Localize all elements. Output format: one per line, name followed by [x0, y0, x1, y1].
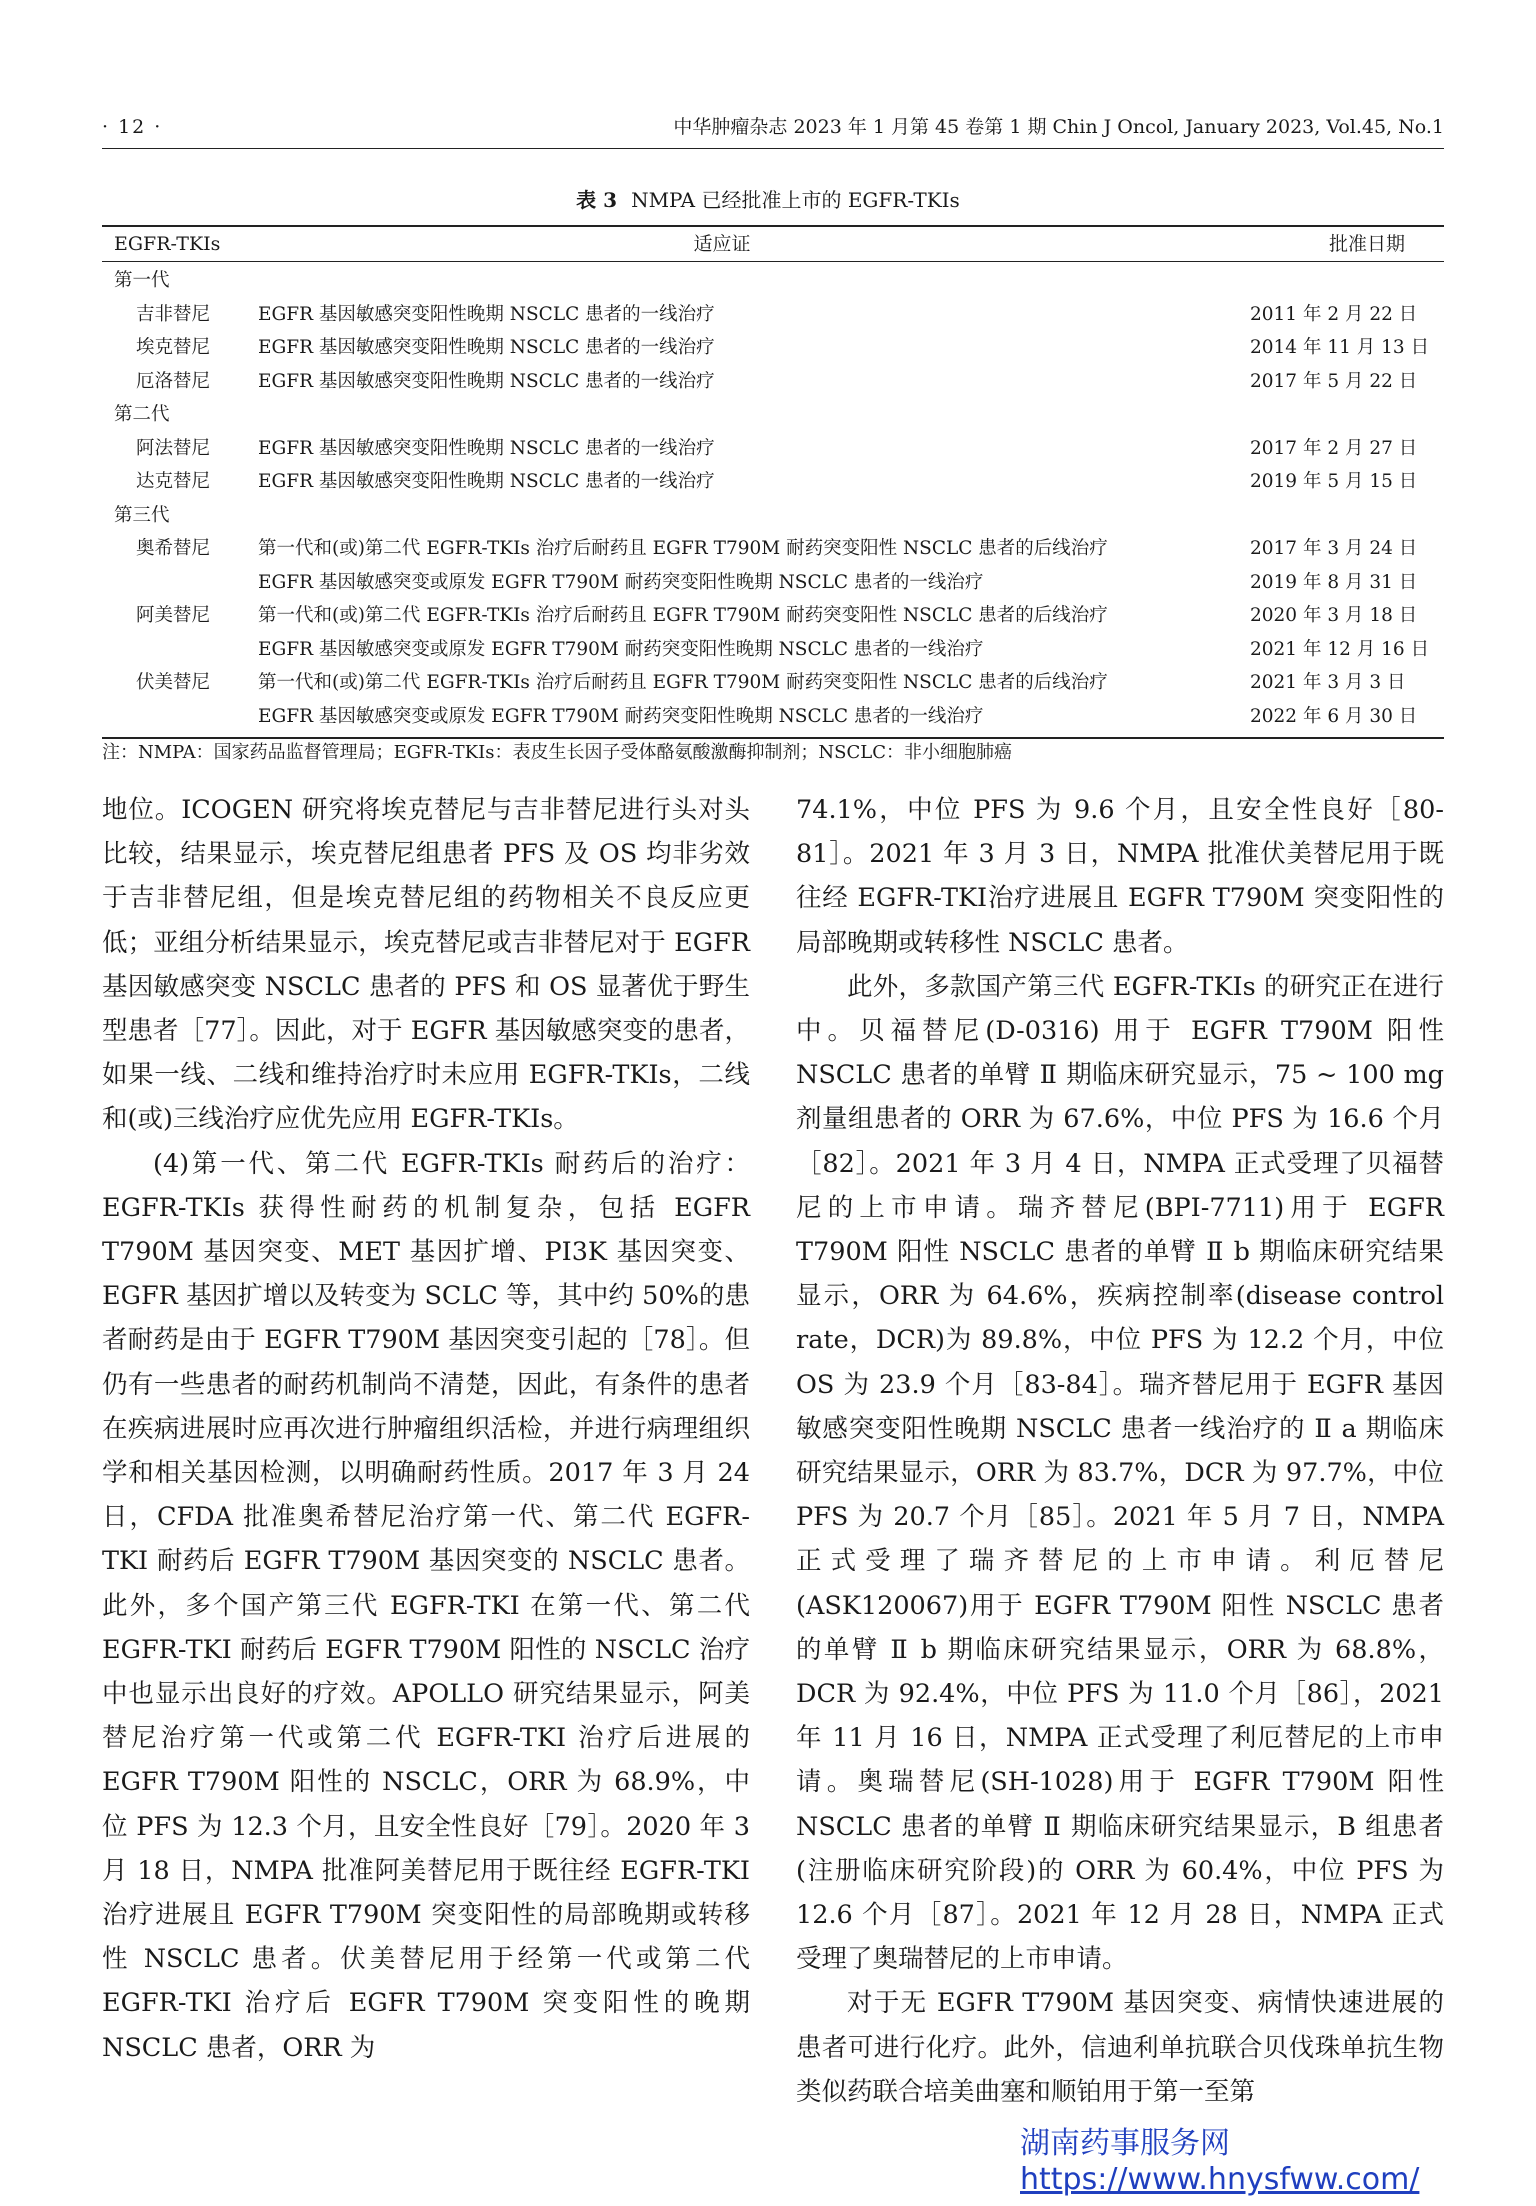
watermark-url[interactable]: https://www.hnysfww.com/: [1020, 2162, 1420, 2197]
table-label: 表 3: [576, 188, 618, 212]
approval-date: 2022 年 6 月 30 日: [1250, 705, 1418, 727]
table-header-row: [102, 227, 1444, 261]
table-group-row: [102, 264, 1444, 298]
indication-text: 第一代和(或)第二代 EGFR-TKIs 治疗后耐药且 EGFR T790M 耐药突变阳性 NSCLC 患者的后线治疗: [258, 672, 1108, 693]
table-group-row: [102, 398, 1444, 432]
indication-text: 第一代和(或)第二代 EGFR-TKIs 治疗后耐药且 EGFR T790M 耐药突变阳性 NSCLC 患者的后线治疗: [258, 538, 1108, 559]
indication-text: EGFR 基因敏感突变阳性晚期 NSCLC 患者的一线治疗: [258, 303, 715, 325]
table-row: [102, 700, 1444, 734]
column-header-drug: EGFR-TKIs: [114, 233, 221, 255]
body-column-right: [796, 788, 1444, 2114]
table-body: [102, 262, 1444, 737]
indication-text: EGFR 基因敏感突变或原发 EGFR T790M 耐药突变阳性晚期 NSCLC 患者的一线治疗: [258, 638, 984, 660]
column-header-indication: 适应证: [693, 233, 751, 255]
generation-label: 第三代: [114, 504, 170, 526]
drug-name: 伏美替尼: [136, 672, 211, 693]
approval-date: 2017 年 2 月 27 日: [1250, 437, 1418, 459]
body-column-left: [102, 788, 750, 2070]
drug-name: 厄洛替尼: [136, 370, 211, 392]
table-group-row: [102, 499, 1444, 533]
approval-date: 2014 年 11 月 13 日: [1250, 337, 1430, 358]
table-row: [102, 666, 1444, 700]
approval-date: 2019 年 5 月 15 日: [1250, 471, 1418, 492]
table-row: [102, 599, 1444, 633]
column-header-date: 批准日期: [1328, 233, 1405, 255]
drug-name: 阿法替尼: [136, 437, 211, 459]
table-title: NMPA 已经批准上市的 EGFR-TKIs: [631, 188, 960, 212]
drug-name: 奥希替尼: [136, 538, 211, 559]
watermark-name: 湖南药事服务网: [1020, 2126, 1230, 2161]
approval-date: 2011 年 2 月 22 日: [1250, 303, 1418, 325]
drug-name: 吉非替尼: [136, 303, 211, 325]
page-number: · 12 ·: [102, 116, 163, 138]
indication-text: EGFR 基因敏感突变阳性晚期 NSCLC 患者的一线治疗: [258, 337, 715, 358]
indication-text: 第一代和(或)第二代 EGFR-TKIs 治疗后耐药且 EGFR T790M 耐药突变阳性 NSCLC 患者的后线治疗: [258, 605, 1108, 626]
approval-date: 2017 年 5 月 22 日: [1250, 370, 1418, 392]
table-caption: [0, 185, 1536, 215]
table-row: [102, 566, 1444, 600]
table-row: [102, 298, 1444, 332]
body-paragraph: (4)第一代、第二代 EGFR-TKIs 耐药后的治疗：EGFR-TKIs 获得性耐药的机制复杂，包括 EGFR T790M 基因突变、MET 基因扩增、PI3K 基因突变、EGFR 基因扩增以及转变为 SCLC 等，其中约 50%的患者耐药是由于 EGFR T790M 基因突变引起的［78］。但仍有一些患者的耐药机制尚不清楚，因此，有条件的患者在疾病进展时应再次进行肿瘤组织活检，并进行病理组织学和相关基因检测，以明确耐药性质。2017 年 3 月 24 日，CFDA 批准奥希替尼治疗第一代、第二代 EGFR-TKI 耐药后 EGFR T790M 基因突变的 NSCLC 患者。此外，多个国产第三代 EGFR-TKI 在第一代、第二代 EGFR-TKI 耐药后 EGFR T790M 阳性的 NSCLC 治疗中也显示出良好的疗效。APOLLO 研究结果显示，阿美替尼治疗第一代或第二代 EGFR-TKI 治疗后进展的 EGFR T790M 阳性的 NSCLC，ORR 为 68.9%，中位 PFS 为 12.3 个月，且安全性良好［79］。2020 年 3 月 18 日，NMPA 批准阿美替尼用于既往经 EGFR-TKI 治疗进展且 EGFR T790M 突变阳性的局部晚期或转移性 NSCLC 患者。伏美替尼用于经第一代或第二代 EGFR-TKI 治疗后 EGFR T790M 突变阳性的晚期 NSCLC 患者，ORR 为: [102, 1148, 750, 2063]
drug-name: 阿美替尼: [136, 605, 211, 626]
approval-date: 2021 年 12 月 16 日: [1250, 638, 1430, 660]
body-paragraph: 74.1%，中位 PFS 为 9.6 个月，且安全性良好［80-81］。2021 年 3 月 3 日，NMPA 批准伏美替尼用于既往经 EGFR-TKI治疗进展且 EGFR T790M 突变阳性的局部晚期或转移性 NSCLC 患者。: [796, 795, 1444, 958]
approval-table: [102, 225, 1444, 739]
journal-citation: 中华肿瘤杂志 2023 年 1 月第 45 卷第 1 期 Chin J Oncol, January 2023, Vol.45, No.1: [673, 116, 1444, 138]
table-row: [102, 432, 1444, 466]
approval-date: 2019 年 8 月 31 日: [1250, 571, 1418, 593]
body-paragraph: 对于无 EGFR T790M 基因突变、病情快速进展的患者可进行化疗。此外，信迪利单抗联合贝伐珠单抗生物类似药联合培美曲塞和顺铂用于第一至第: [796, 1988, 1444, 2107]
body-paragraph: 此外，多款国产第三代 EGFR-TKIs 的研究正在进行中。贝福替尼(D-0316) 用于 EGFR T790M 阳性 NSCLC 患者的单臂 Ⅱ 期临床研究显示，75 ~ 100 mg 剂量组患者的 ORR 为 67.6%，中位 PFS 为 16.6 个月［82］。2021 年 3 月 4 日，NMPA 正式受理了贝福替尼的上市申请。瑞齐替尼(BPI-7711)用于 EGFR T790M 阳性 NSCLC 患者的单臂 Ⅱ b 期临床研究结果显示，ORR 为 64.6%，疾病控制率(disease control rate，DCR)为 89.8%，中位 PFS 为 12.2 个月，中位 OS 为 23.9 个月［83-84］。瑞齐替尼用于 EGFR 基因敏感突变阳性晚期 NSCLC 患者一线治疗的 Ⅱ a 期临床研究结果显示，ORR 为 83.7%，DCR 为 97.7%，中位 PFS 为 20.7 个月［85］。2021 年 5 月 7 日，NMPA 正式受理了瑞齐替尼的上市申请。利厄替尼(ASK120067)用于 EGFR T790M 阳性 NSCLC 患者的单臂 Ⅱ b 期临床研究结果显示，ORR 为 68.8%，DCR 为 92.4%，中位 PFS 为 11.0 个月［86］，2021 年 11 月 16 日，NMPA 正式受理了利厄替尼的上市申请。奥瑞替尼(SH-1028)用于 EGFR T790M 阳性 NSCLC 患者的单臂 Ⅱ 期临床研究结果显示，B 组患者(注册临床研究阶段)的 ORR 为 60.4%，中位 PFS 为 12.6 个月［87］。2021 年 12 月 28 日，NMPA 正式受理了奥瑞替尼的上市申请。: [796, 971, 1444, 1975]
approval-date: 2017 年 3 月 24 日: [1250, 538, 1418, 559]
indication-text: EGFR 基因敏感突变或原发 EGFR T790M 耐药突变阳性晚期 NSCLC 患者的一线治疗: [258, 571, 984, 593]
approval-date: 2020 年 3 月 18 日: [1250, 605, 1418, 626]
table-footnote: 注：NMPA：国家药品监督管理局；EGFR-TKIs：表皮生长因子受体酪氨酸激酶抑制剂；NSCLC：非小细胞肺癌: [102, 742, 1013, 763]
drug-name: 达克替尼: [136, 471, 211, 492]
site-watermark: [1020, 2126, 1440, 2198]
indication-text: EGFR 基因敏感突变阳性晚期 NSCLC 患者的一线治疗: [258, 370, 715, 392]
approval-date: 2021 年 3 月 3 日: [1250, 672, 1406, 693]
table-row: [102, 331, 1444, 365]
body-paragraph: 地位。ICOGEN 研究将埃克替尼与吉非替尼进行头对头比较，结果显示，埃克替尼组患者 PFS 及 OS 均非劣效于吉非替尼组，但是埃克替尼组的药物相关不良反应更低；亚组分析结果显示，埃克替尼或吉非替尼对于 EGFR 基因敏感突变 NSCLC 患者的 PFS 和 OS 显著优于野生型患者［77］。因此，对于 EGFR 基因敏感突变的患者，如果一线、二线和维持治疗时未应用 EGFR-TKIs，二线和(或)三线治疗应优先应用 EGFR-TKIs。: [102, 795, 750, 1135]
drug-name: 埃克替尼: [136, 337, 211, 358]
table-row: [102, 365, 1444, 399]
indication-text: EGFR 基因敏感突变阳性晚期 NSCLC 患者的一线治疗: [258, 437, 715, 459]
generation-label: 第一代: [114, 270, 170, 291]
table-row: [102, 465, 1444, 499]
table-row: [102, 532, 1444, 566]
running-header: [102, 112, 1444, 142]
generation-label: 第二代: [114, 404, 170, 425]
indication-text: EGFR 基因敏感突变或原发 EGFR T790M 耐药突变阳性晚期 NSCLC 患者的一线治疗: [258, 705, 984, 727]
indication-text: EGFR 基因敏感突变阳性晚期 NSCLC 患者的一线治疗: [258, 471, 715, 492]
header-rule: [102, 148, 1444, 149]
table-row: [102, 633, 1444, 667]
